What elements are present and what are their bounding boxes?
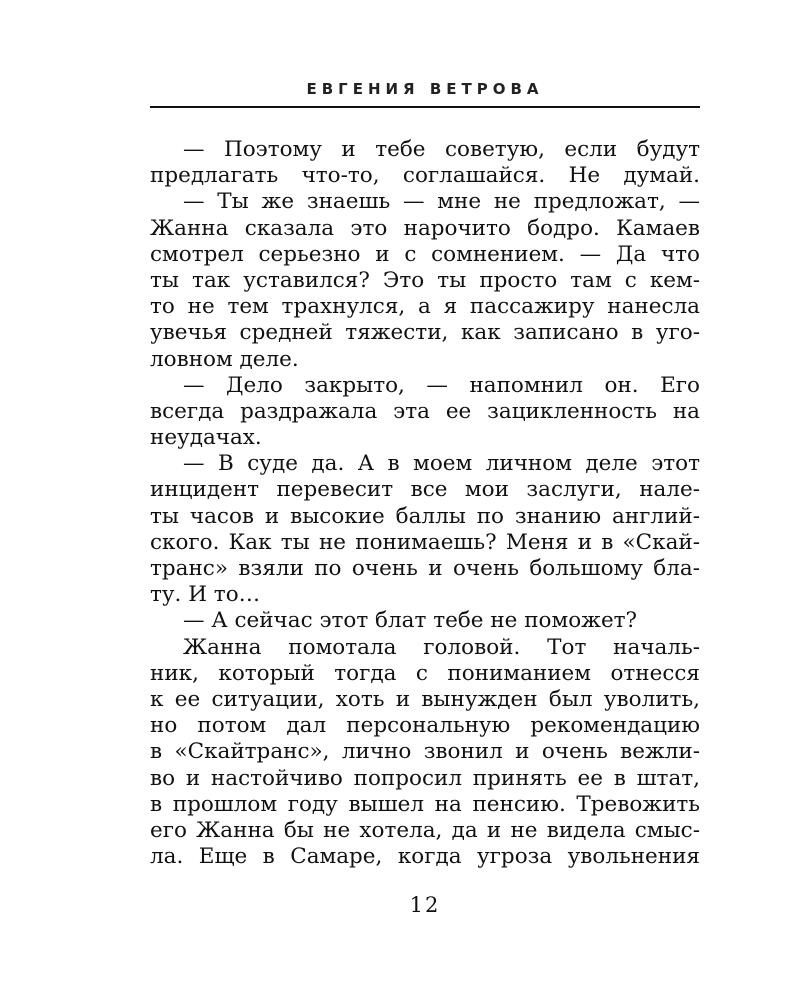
text-line: — Ты же знаешь — мне не предложат, —: [183, 189, 700, 215]
text-line: неудачах.: [150, 425, 262, 451]
text-line: ты часов и высокие баллы по знанию англий-: [150, 503, 700, 529]
page-number: 12: [409, 893, 441, 917]
text-line: в прошлом году вышел на пенсию. Тревожить: [150, 791, 700, 817]
header-rule: [150, 106, 700, 108]
text-line: его Жанна бы не хотела, да и не видела смыс-: [150, 817, 700, 843]
text-line: к ее ситуации, хоть и вынужден был уволить,: [150, 686, 700, 712]
text-line: предлагать что-то, соглашайся. Не думай.: [150, 163, 700, 189]
text-line: — В суде да. А в моем личном деле этот: [183, 451, 700, 477]
text-line: транс» взяли по очень и очень большому бла-: [150, 556, 700, 581]
text-line: ла. Еще в Самаре, когда угроза увольнения: [150, 844, 700, 870]
text-line: ловном деле.: [150, 346, 299, 372]
text-line: — Дело закрыто, — напомнил он. Его: [183, 372, 700, 398]
text-line: ту. И то…: [150, 582, 261, 608]
text-line: — А сейчас этот блат тебе не поможет?: [183, 608, 638, 634]
text-line: инцидент перевесит все мои заслуги, нале-: [150, 477, 700, 503]
text-line: ты так уставился? Это ты просто там с кем-: [150, 267, 700, 293]
text-line: всегда раздражала эта ее зацикленность на: [150, 398, 700, 424]
text-line: Жанна сказала это нарочито бодро. Камаев: [150, 215, 700, 241]
text-line: увечья средней тяжести, как записано в уго-: [150, 320, 700, 346]
text-line: Жанна помотала головой. Тот началь-: [183, 634, 700, 660]
text-line: во и настойчиво попросил принять ее в штат,: [150, 765, 700, 791]
text-line: — Поэтому и тебе советую, если будут: [183, 137, 700, 162]
body-text: [150, 137, 700, 870]
running-head: ЕВГЕНИЯ ВЕТРОВА: [306, 80, 544, 98]
text-line: ского. Как ты не понимаешь? Меня и в «Скай-: [150, 529, 700, 555]
text-line: ник, который тогда с пониманием отнесся: [150, 660, 700, 686]
text-line: смотрел серьезно и с сомнением. — Да что: [150, 241, 700, 267]
text-line: то не тем трахнулся, а я пассажиру нанесла: [150, 294, 700, 320]
text-line: но потом дал персональную рекомендацию: [150, 713, 700, 739]
text-line: в «Скайтранс», лично звонил и очень вежли-: [150, 739, 700, 765]
